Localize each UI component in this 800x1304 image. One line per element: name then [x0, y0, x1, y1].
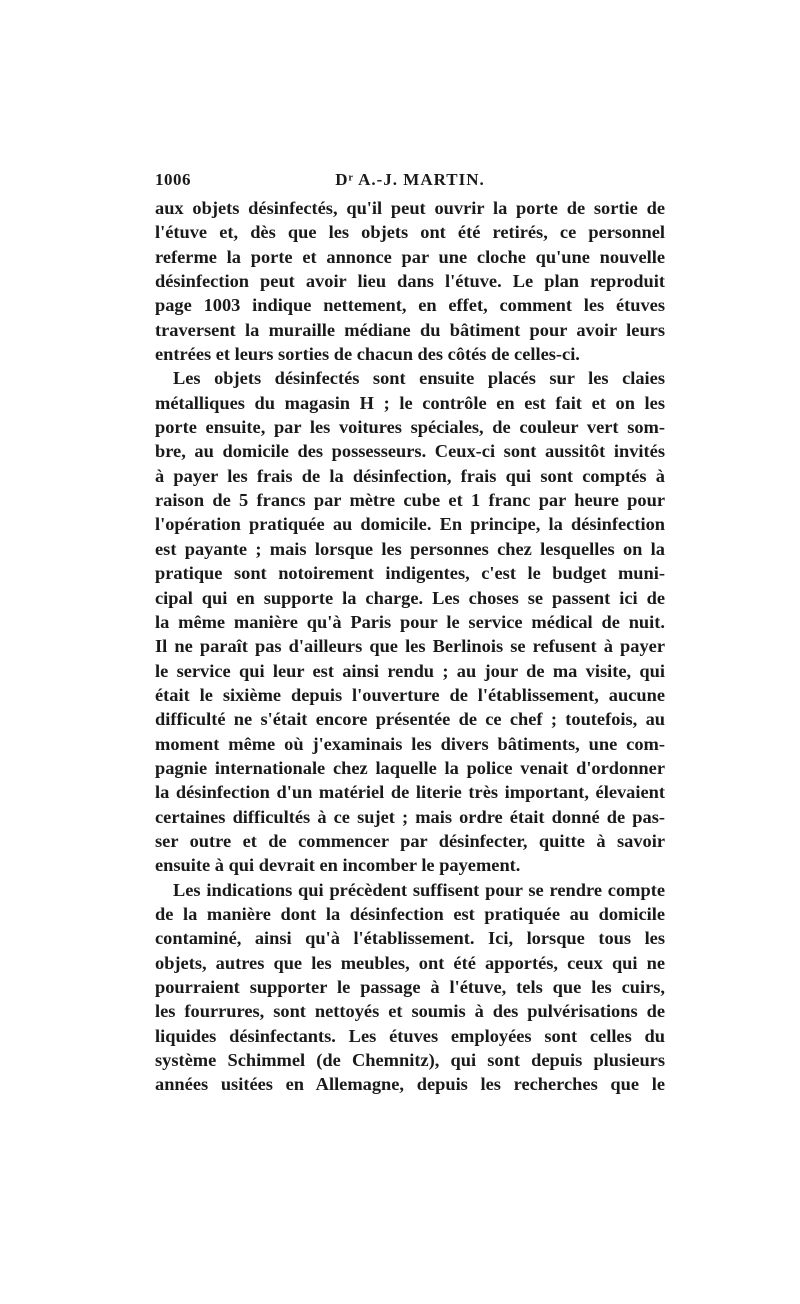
text-line: Il ne paraît pas d'ailleurs que les Berlinois se refusent à payer	[155, 636, 665, 657]
text-line: aux objets désinfectés, qu'il peut ouvrir la porte de sortie de	[155, 198, 665, 218]
text-line: système Schimmel (de Chemnitz), qui sont depuis plusieurs	[155, 1050, 665, 1071]
text-line: la même manière qu'à Paris pour le service médical de nuit.	[155, 611, 665, 632]
text-line: le service qui leur est ainsi rendu ; au jour de ma visite, qui	[155, 660, 665, 681]
text-line: objets, autres que les meubles, ont été apportés, ceux qui ne	[155, 952, 665, 973]
text-line: années usitées en Allemagne, depuis les recherches que le	[155, 1074, 665, 1095]
text-line: était le sixième depuis l'ouverture de l'établissement, aucune	[155, 684, 665, 705]
text-line: raison de 5 francs par mètre cube et 1 franc par heure pour	[155, 490, 665, 511]
text-line: certaines difficultés à ce sujet ; mais ordre était donné de pas-	[155, 806, 665, 827]
paragraph	[155, 196, 665, 366]
text-line: pratique sont notoirement indigentes, c'est le budget muni-	[155, 563, 665, 584]
text-line: pourraient supporter le passage à l'étuve, tels que les cuirs,	[155, 977, 665, 997]
text-line: la désinfection d'un matériel de literie très important, élevaient	[155, 782, 665, 803]
text-line: désinfection peut avoir lieu dans l'étuve. Le plan reproduit	[155, 271, 665, 292]
text-line: ser outre et de commencer par désinfecter, quitte à savoir	[155, 830, 665, 851]
text-line: cipal qui en supporte la charge. Les choses se passent ici de	[155, 587, 665, 608]
text-line: les fourrures, sont nettoyés et soumis à des pulvérisations de	[155, 1001, 665, 1022]
body-text	[155, 196, 665, 1097]
text-line: à payer les frais de la désinfection, frais qui sont comptés à	[155, 465, 665, 486]
running-head	[155, 168, 665, 196]
text-line: pagnie internationale chez laquelle la police venait d'ordonner	[155, 757, 665, 778]
text-line: Les objets désinfectés sont ensuite placés sur les claies	[173, 368, 665, 389]
text-line: difficulté ne s'était encore présentée de ce chef ; toutefois, au	[155, 709, 665, 730]
text-line: liquides désinfectants. Les étuves employées sont celles du	[155, 1025, 665, 1046]
paragraph	[155, 878, 665, 1097]
text-line: contaminé, ainsi qu'à l'établissement. Ici, lorsque tous les	[155, 928, 665, 949]
text-line: bre, au domicile des possesseurs. Ceux-ci sont aussitôt invités	[155, 441, 665, 462]
running-title: Dʳ A.-J. MARTIN.	[335, 170, 485, 189]
text-line: métalliques du magasin H ; le contrôle en est fait et on les	[155, 392, 665, 413]
text-line: moment même où j'examinais les divers bâtiments, une com-	[155, 733, 665, 754]
text-line: traversent la muraille médiane du bâtiment pour avoir leurs	[155, 319, 665, 340]
text-line: l'étuve et, dès que les objets ont été retirés, ce personnel	[155, 222, 665, 243]
text-line: ensuite à qui devrait en incomber le payement.	[155, 855, 521, 876]
paragraph	[155, 366, 665, 877]
page-number: 1006	[155, 170, 191, 189]
text-line: de la manière dont la désinfection est pratiquée au domicile	[155, 903, 665, 924]
text-line: referme la porte et annonce par une cloche qu'une nouvelle	[155, 246, 665, 267]
text-line: Les indications qui précèdent suffisent pour se rendre compte	[173, 879, 665, 900]
text-line: porte ensuite, par les voitures spéciales, de couleur vert som-	[155, 417, 665, 438]
text-line: est payante ; mais lorsque les personnes chez lesquelles on la	[155, 538, 665, 559]
text-line: page 1003 indique nettement, en effet, comment les étuves	[155, 295, 665, 316]
text-line: entrées et leurs sorties de chacun des côtés de celles-ci.	[155, 344, 580, 365]
document-page	[155, 168, 665, 1097]
text-line: l'opération pratiquée au domicile. En principe, la désinfection	[155, 514, 665, 535]
